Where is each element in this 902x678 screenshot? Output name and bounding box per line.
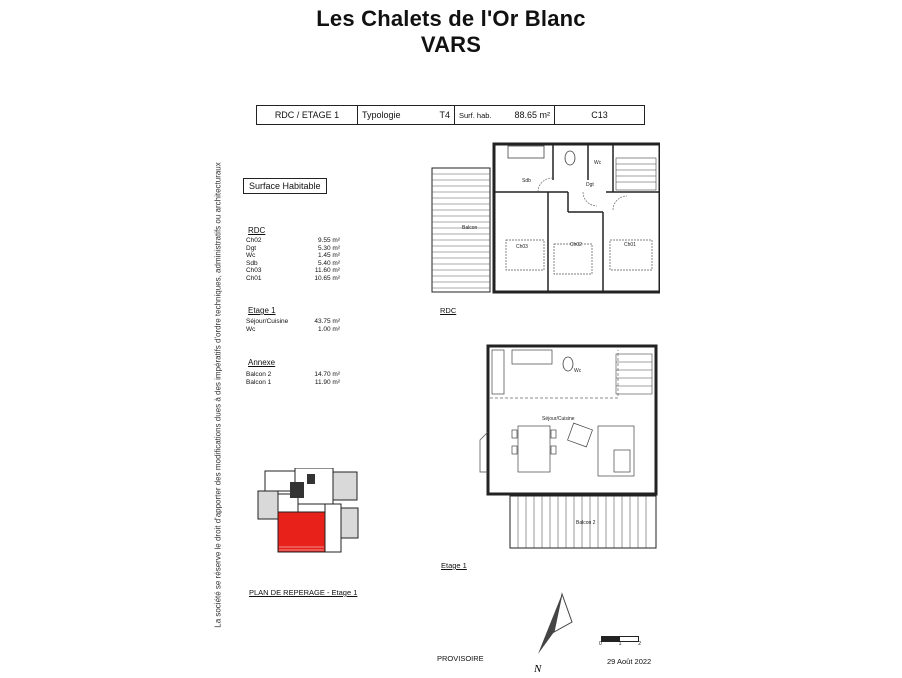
typologie-value: T4 xyxy=(439,110,450,120)
side-note-container xyxy=(208,150,228,640)
etage1-room-balcon: Balcon 2 xyxy=(576,520,596,526)
rdc-bathtub xyxy=(508,146,544,158)
rdc-room-dgt: Dgt xyxy=(586,182,594,188)
rdc-room-ch01: Ch01 xyxy=(624,242,636,248)
reperage-plan xyxy=(255,468,360,560)
rdc-bed xyxy=(554,244,592,274)
table-row: Wc 1.00 m² xyxy=(246,325,340,333)
info-bar xyxy=(256,105,645,125)
level-cell: RDC / ETAGE 1 xyxy=(257,106,358,124)
scale-ticks: 0 1 2 xyxy=(599,641,641,647)
lot-cell: C13 xyxy=(591,110,608,120)
plan-etage1-label: Etage 1 xyxy=(441,561,467,570)
rdc-room-wc: Wc xyxy=(594,160,602,166)
rdc-room-ch02: Ch02 xyxy=(570,242,582,248)
rdc-room-sdb: Sdb xyxy=(522,178,531,184)
table-row: Wc 1.45 m² xyxy=(246,252,340,260)
status-label: PROVISOIRE xyxy=(437,654,484,663)
rdc-balcony-hatch xyxy=(432,168,490,292)
table-row: Ch03 11.60 m² xyxy=(246,267,340,275)
reperage-stair xyxy=(307,474,315,484)
table-row: Balcon 1 11.90 m² xyxy=(246,378,340,386)
reperage-block xyxy=(333,472,357,500)
section-rows-annexe xyxy=(246,371,340,386)
rdc-stair xyxy=(616,158,656,190)
etage1-room-sejour: Séjour/Cuisine xyxy=(542,416,575,422)
reperage-highlight-lot xyxy=(278,512,325,552)
plan-rdc xyxy=(428,140,660,302)
side-note: La société se réserve le droit d'apporter des modifications dues à des impératifs d'ordre techniques, administratifs ou architecturaux xyxy=(213,162,223,628)
etage1-roofline xyxy=(490,350,618,398)
reperage-block xyxy=(341,508,358,538)
north-label: N xyxy=(534,663,542,675)
etage1-kitchen xyxy=(492,350,552,394)
section-title-annexe: Annexe xyxy=(248,358,276,367)
rdc-room-ch03: Ch03 xyxy=(516,244,528,250)
north-arrow-icon xyxy=(520,592,580,676)
reperage-block xyxy=(258,491,278,519)
reperage-label: PLAN DE REPERAGE - Etage 1 xyxy=(249,588,358,597)
etage1-dining xyxy=(512,426,556,472)
rdc-room-balcon: Balcon xyxy=(462,225,478,231)
reperage-stair xyxy=(290,482,304,498)
page-title: Les Chalets de l'Or Blanc xyxy=(316,6,586,31)
table-row: Balcon 2 14.70 m² xyxy=(246,371,340,378)
etage1-sofa xyxy=(568,423,634,476)
table-row: Ch01 10.65 m² xyxy=(246,274,340,282)
surface-cell xyxy=(455,106,555,124)
section-title-rdc: RDC xyxy=(248,226,266,235)
table-row: Sdb 5.40 m² xyxy=(246,259,340,267)
etage1-toilet xyxy=(563,357,573,371)
date-label: 29 Août 2022 xyxy=(607,657,652,666)
typologie-cell xyxy=(358,106,455,124)
surface-value: 88.65 m² xyxy=(514,110,550,120)
surface-label: Surf. hab. xyxy=(459,110,492,120)
plan-etage1 xyxy=(478,342,662,550)
page-subtitle: VARS xyxy=(420,32,482,57)
section-rows-etage1 xyxy=(246,318,340,333)
etage1-stair xyxy=(616,354,652,394)
plan-rdc-label: RDC xyxy=(440,306,457,315)
etage1-room-wc: Wc xyxy=(574,368,582,374)
rdc-toilet xyxy=(565,151,575,165)
section-rows-rdc xyxy=(246,237,340,283)
typologie-label: Typologie xyxy=(362,110,401,120)
reperage-block xyxy=(325,504,341,552)
table-row: Ch02 9.55 m² xyxy=(246,237,340,244)
surface-habitable-box: Surface Habitable xyxy=(243,178,327,194)
section-title-etage1: Etage 1 xyxy=(248,306,276,315)
table-row: Dgt 5.30 m² xyxy=(246,244,340,252)
table-row: Séjour/Cuisine 43.75 m² xyxy=(246,318,340,325)
